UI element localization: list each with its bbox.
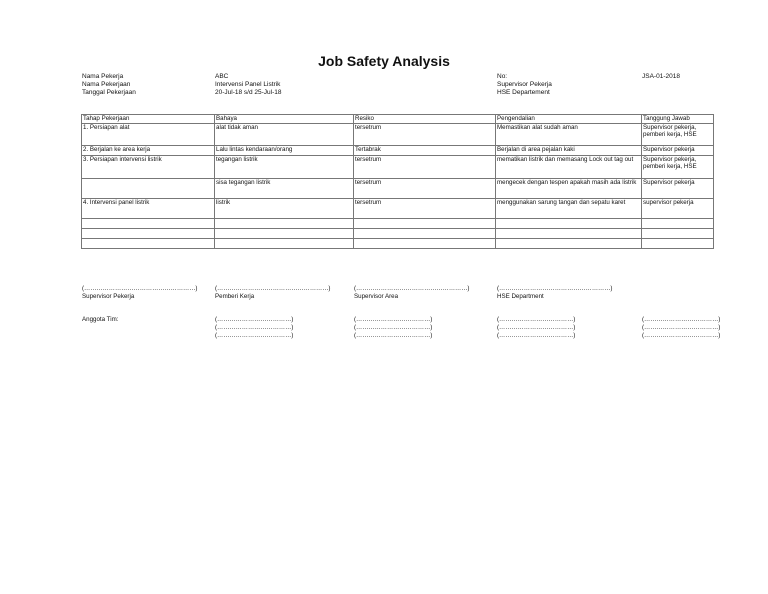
table-row bbox=[82, 229, 714, 239]
table-cell: alat tidak aman bbox=[215, 124, 354, 146]
meta-label: Supervisor Pekerja bbox=[497, 81, 552, 88]
table-cell: tersetrum bbox=[354, 124, 496, 146]
meta-right-labels bbox=[497, 73, 552, 97]
table-row bbox=[82, 239, 714, 249]
table-cell: Tertabrak bbox=[354, 146, 496, 156]
meta-label: Nama Pekerja bbox=[82, 73, 124, 80]
meta-label: Tanggal Pekerjaan bbox=[82, 89, 136, 96]
table-row bbox=[82, 199, 714, 219]
table-cell: 2. Berjalan ke area kerja bbox=[82, 146, 215, 156]
table-cell: tersetrum bbox=[354, 179, 496, 199]
table-cell: Memastikan alat sudah aman bbox=[496, 124, 642, 146]
team-blank: (………………………………) bbox=[354, 316, 433, 323]
meta-value: ABC bbox=[215, 73, 229, 80]
team-blank: (………………………………) bbox=[354, 332, 433, 339]
table-cell: tersetrum bbox=[354, 156, 496, 179]
signature-line: (………………………………………………) bbox=[354, 285, 470, 292]
table-cell bbox=[642, 239, 714, 249]
table-cell: Supervisor pekerja bbox=[642, 146, 714, 156]
table-cell: menggunakan sarung tangan dan sepatu karet bbox=[496, 199, 642, 219]
table-cell: 4. Intervensi panel listrik bbox=[82, 199, 215, 219]
table-row bbox=[82, 124, 714, 146]
table-cell bbox=[354, 239, 496, 249]
team-column-1 bbox=[215, 316, 293, 340]
table-row bbox=[82, 156, 714, 179]
table-cell bbox=[496, 239, 642, 249]
signature-pemberi-kerja bbox=[215, 285, 331, 301]
signature-role: Supervisor Pekerja bbox=[82, 293, 135, 300]
header-cell: Tahap Pekerjaan bbox=[82, 115, 215, 124]
table-cell: Supervisor pekerja, pemberi kerja, HSE bbox=[642, 156, 714, 179]
table-cell bbox=[82, 179, 215, 199]
team-blank: (………………………………) bbox=[497, 324, 576, 331]
table-cell: Supervisor pekerja bbox=[642, 179, 714, 199]
header-cell: Pengendalian bbox=[496, 115, 642, 124]
signature-line: (………………………………………………) bbox=[82, 285, 198, 292]
table-row bbox=[82, 219, 714, 229]
signature-role: Pemberi Kerja bbox=[215, 293, 255, 300]
table-cell bbox=[642, 229, 714, 239]
table-cell: Lalu lintas kendaraan/orang bbox=[215, 146, 354, 156]
team-blank: (………………………………) bbox=[642, 316, 721, 323]
table-cell bbox=[82, 229, 215, 239]
team-blank: (………………………………) bbox=[215, 316, 294, 323]
meta-label: Nama Pekerjaan bbox=[82, 81, 131, 88]
table-cell: sisa tegangan listrik bbox=[215, 179, 354, 199]
signature-hse-department bbox=[497, 285, 613, 301]
meta-left-labels bbox=[82, 73, 136, 97]
table-cell bbox=[215, 239, 354, 249]
header-cell: Bahaya bbox=[215, 115, 354, 124]
table-cell bbox=[354, 229, 496, 239]
header-cell: Tanggung Jawab bbox=[642, 115, 714, 124]
table-header-row bbox=[82, 115, 714, 124]
team-column-2 bbox=[354, 316, 432, 340]
team-blank: (………………………………) bbox=[497, 316, 576, 323]
team-blank: (………………………………) bbox=[215, 332, 294, 339]
table-cell: Supervisor pekerja, pemberi kerja, HSE bbox=[642, 124, 714, 146]
table-cell bbox=[496, 229, 642, 239]
team-label: Anggota Tim: bbox=[82, 316, 119, 323]
meta-value: 20-Jul-18 s/d 25-Jul-18 bbox=[215, 89, 282, 96]
table-cell: supervisor pekerja bbox=[642, 199, 714, 219]
meta-value: JSA-01-2018 bbox=[642, 73, 680, 80]
table-cell: mengecek dengan tespen apakah masih ada listrik bbox=[496, 179, 642, 199]
table-cell bbox=[82, 239, 215, 249]
team-blank: (………………………………) bbox=[642, 324, 721, 331]
table-row bbox=[82, 146, 714, 156]
team-column-3 bbox=[497, 316, 575, 340]
table-cell: mematikan listrik dan memasang Lock out tag out bbox=[496, 156, 642, 179]
table-cell bbox=[642, 219, 714, 229]
table-cell: Berjalan di area pejalan kaki bbox=[496, 146, 642, 156]
table-row bbox=[82, 179, 714, 199]
signature-line: (………………………………………………) bbox=[497, 285, 613, 292]
signature-role: Supervisor Area bbox=[354, 293, 399, 300]
header-cell: Resiko bbox=[354, 115, 496, 124]
team-blank: (………………………………) bbox=[215, 324, 294, 331]
meta-label: HSE Departement bbox=[497, 89, 550, 96]
meta-left-values bbox=[215, 73, 281, 97]
table-cell bbox=[496, 219, 642, 229]
meta-label: No: bbox=[497, 73, 508, 80]
table-cell: 3. Persiapan intervensi listrik bbox=[82, 156, 215, 179]
table-cell bbox=[215, 229, 354, 239]
meta-value: Intervensi Panel Listrik bbox=[215, 81, 281, 88]
team-blank: (………………………………) bbox=[497, 332, 576, 339]
team-blank: (………………………………) bbox=[642, 332, 721, 339]
jsa-table bbox=[81, 114, 714, 249]
signature-supervisor-pekerja bbox=[82, 285, 198, 301]
table-cell: 1. Persiapan alat bbox=[82, 124, 215, 146]
table-cell bbox=[82, 219, 215, 229]
signature-line: (………………………………………………) bbox=[215, 285, 331, 292]
signature-role: HSE Department bbox=[497, 293, 544, 300]
table-cell: tegangan listrik bbox=[215, 156, 354, 179]
page-title: Job Safety Analysis bbox=[318, 53, 450, 69]
table-cell: tersetrum bbox=[354, 199, 496, 219]
team-blank: (………………………………) bbox=[354, 324, 433, 331]
table-cell bbox=[354, 219, 496, 229]
signature-supervisor-area bbox=[354, 285, 470, 301]
table-cell: listrik bbox=[215, 199, 354, 219]
team-column-4 bbox=[642, 316, 720, 340]
meta-right-values bbox=[642, 73, 680, 81]
table-cell bbox=[215, 219, 354, 229]
